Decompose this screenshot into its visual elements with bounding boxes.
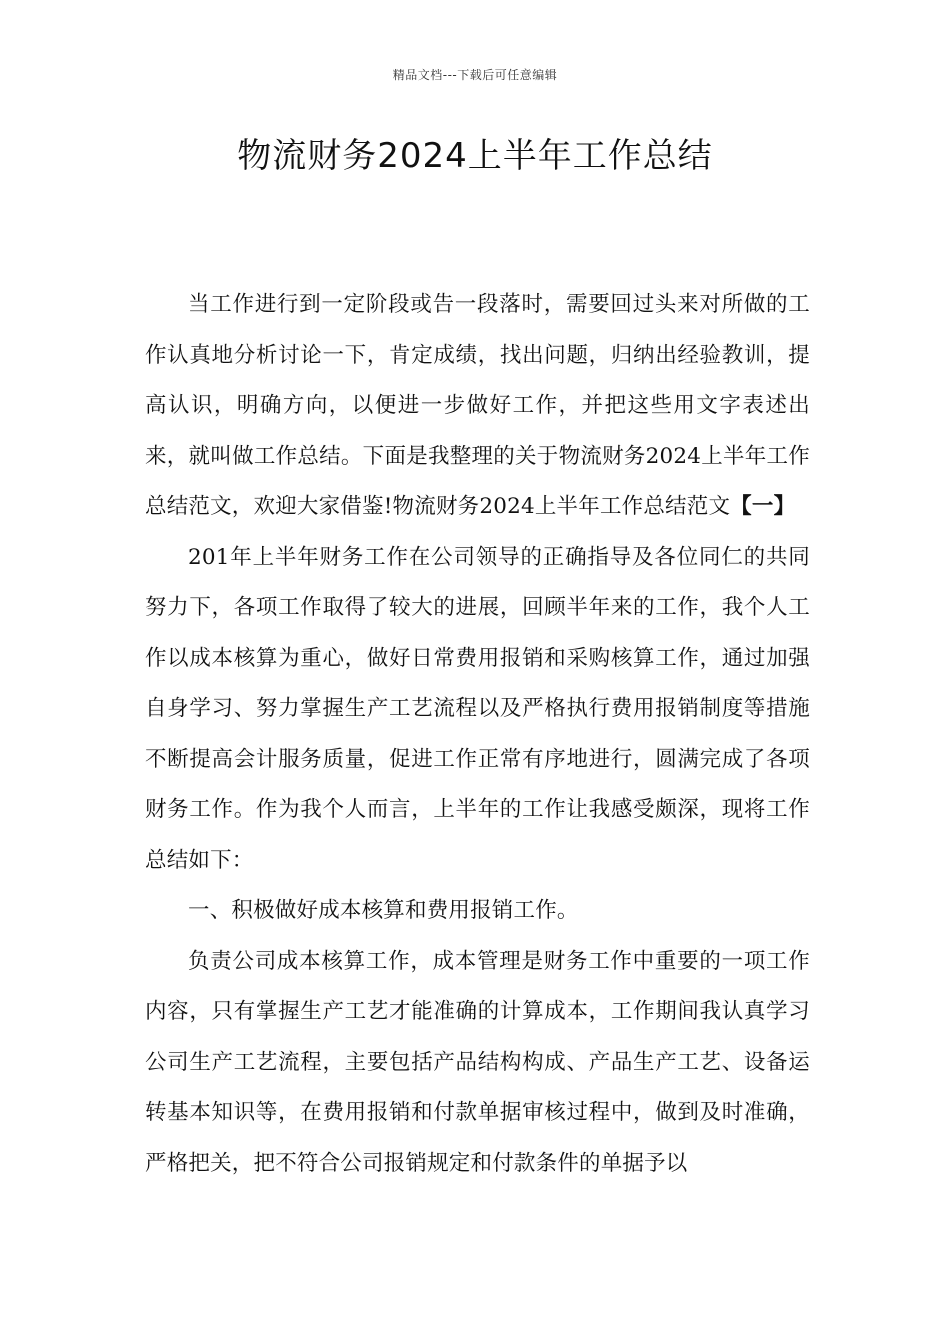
document-title: 物流财务2024上半年工作总结: [237, 136, 713, 176]
paragraph-cost-accounting: 负责公司成本核算工作，成本管理是财务工作中重要的一项工作内容，只有掌握生产工艺才能准确的计算成本，工作期间我认真学习公司生产工艺流程，主要包括产品结构构成、产品生产工艺、设备运转基本知识等，在费用报销和付款单据审核过程中，做到及时准确，严格把关，把不符合公司报销规定和付款条件的单据予以: [145, 948, 810, 1176]
paragraph-overview: 201年上半年财务工作在公司领导的正确指导及各位同仁的共同努力下，各项工作取得了较大的进展，回顾半年来的工作，我个人工作以成本核算为重心，做好日常费用报销和采购核算工作，通过加强自身学习、努力掌握生产工艺流程以及严格执行费用报销制度等措施不断提高会计服务质量，促进工作正常有序地进行，圆满完成了各项财务工作。作为我个人而言，上半年的工作让我感受颇深，现将工作总结如下：: [145, 544, 810, 873]
paragraph-intro-text: 当工作进行到一定阶段或告一段落时，需要回过头来对所做的工作认真地分析讨论一下，肯定成绩，找出问题，归纳出经验教训，提高认识，明确方向，以便进一步做好工作，并把这些用文字表述出来，就叫做工作总结。下面是我整理的关于物流财务2024上半年工作总结范文，欢迎大家借鉴!物流财务2024上半年工作总结范文: [145, 292, 810, 519]
header-note: 精品文档---下载后可任意编辑: [392, 68, 558, 82]
section-heading-1: 一、积极做好成本核算和费用报销工作。: [188, 898, 579, 923]
document-body: [145, 280, 810, 1189]
paragraph-intro: [145, 280, 810, 533]
section-bracket-label: 【一】: [730, 494, 796, 519]
